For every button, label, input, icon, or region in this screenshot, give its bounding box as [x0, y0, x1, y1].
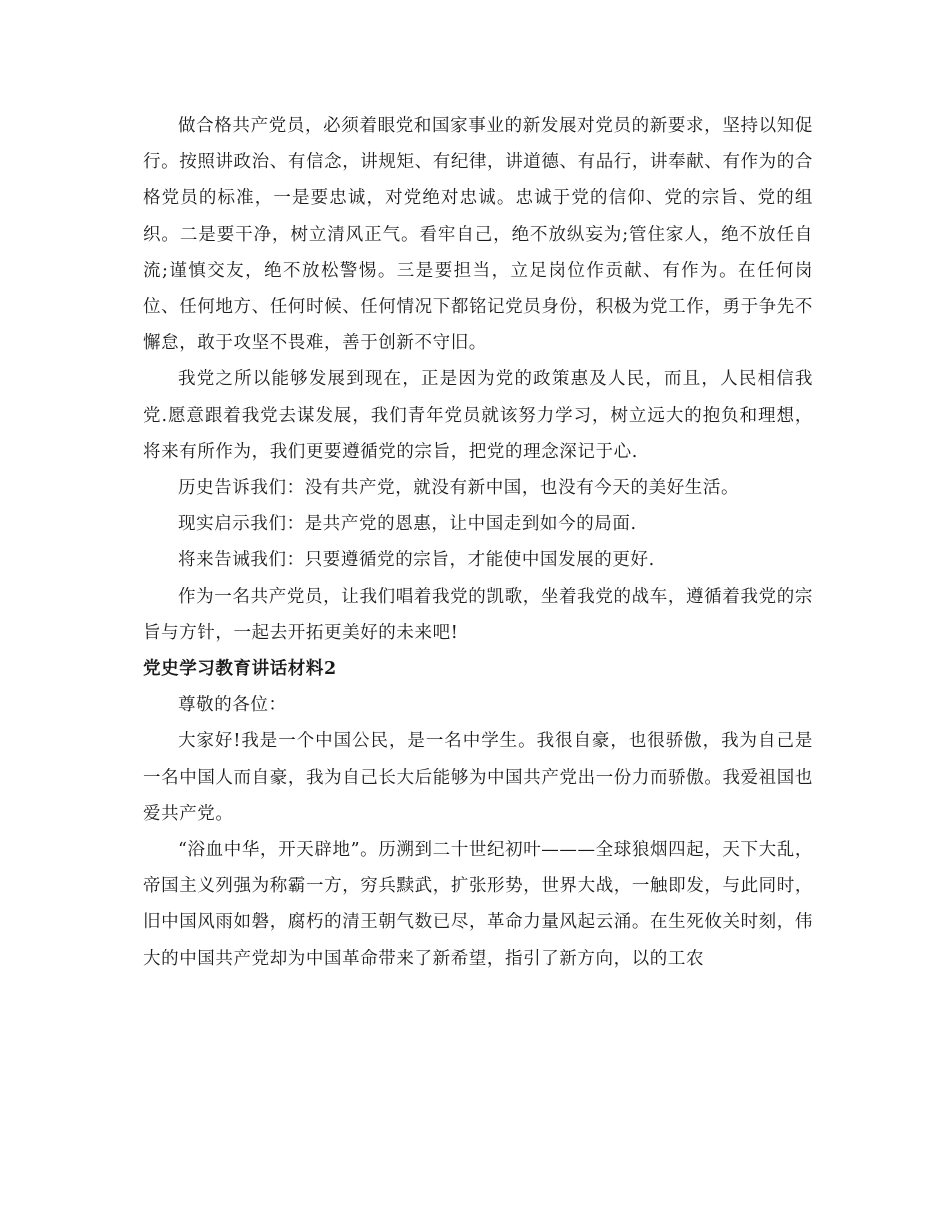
paragraph-future-warns: 将来告诫我们：只要遵循党的宗旨，才能使中国发展的更好. [178, 550, 655, 571]
section-heading: 党史学习教育讲话材料2 [143, 659, 337, 680]
document-page [143, 108, 813, 977]
paragraph-qualified-member: 做合格共产党员，必须着眼党和国家事业的新发展对党员的新要求，坚持以知促行。按照讲政治、有信念，讲规矩、有纪律，讲道德、有品行，讲奉献、有作为的合格党员的标准，一是要忠诚，对党绝对忠诚。忠诚于党的信仰、党的宗旨、党的组织。二是要干净，树立清风正气。看牢自己，绝不放纵妄为;管住家人，绝不放任自流;谨慎交友，绝不放松警惕。三是要担当，立足岗位作贡献、有作为。在任何岗位、任何地方、任何时候、任何情况下都铭记党员身份，积极为党工作，勇于争先不懈怠，敢于攻坚不畏难，善于创新不守旧。 [143, 116, 813, 354]
paragraph-greeting: 大家好!我是一个中国公民，是一名中学生。我很自豪，也很骄傲，我为自己是一名中国人而自豪，我为自己长大后能够为中国共产党出一份力而骄傲。我爱祖国也爱共产党。 [143, 731, 813, 824]
paragraph-salutation: 尊敬的各位： [178, 695, 287, 716]
paragraph-history-tells: 历史告诉我们：没有共产党，就没有新中国，也没有今天的美好生活。 [178, 478, 740, 499]
paragraph-party-development: 我党之所以能够发展到现在，正是因为党的政策惠及人民，而且，人民相信我党.愿意跟着我党去谋发展，我们青年党员就该努力学习，树立远大的抱负和理想，将来有所作为，我们更要遵循党的宗旨，把党的理念深记于心. [143, 369, 813, 462]
paragraph-closing: 作为一名共产党员，让我们唱着我党的凯歌，坐着我党的战车，遵循着我党的宗旨与方针，一起去开拓更美好的未来吧! [143, 586, 813, 643]
paragraph-reality-reveals: 现实启示我们：是共产党的恩惠，让中国走到如今的局面. [178, 514, 637, 535]
paragraph-history: “浴血中华，开天辟地”。历溯到二十世纪初叶———全球狼烟四起，天下大乱，帝国主义列强为称霸一方，穷兵黩武，扩张形势，世界大战，一触即发，与此同时，旧中国风雨如磐，腐朽的清王朝气数已尽，革命力量风起云涌。在生死攸关时刻，伟大的中国共产党却为中国革命带来了新希望，指引了新方向，以的工农 [143, 840, 813, 969]
